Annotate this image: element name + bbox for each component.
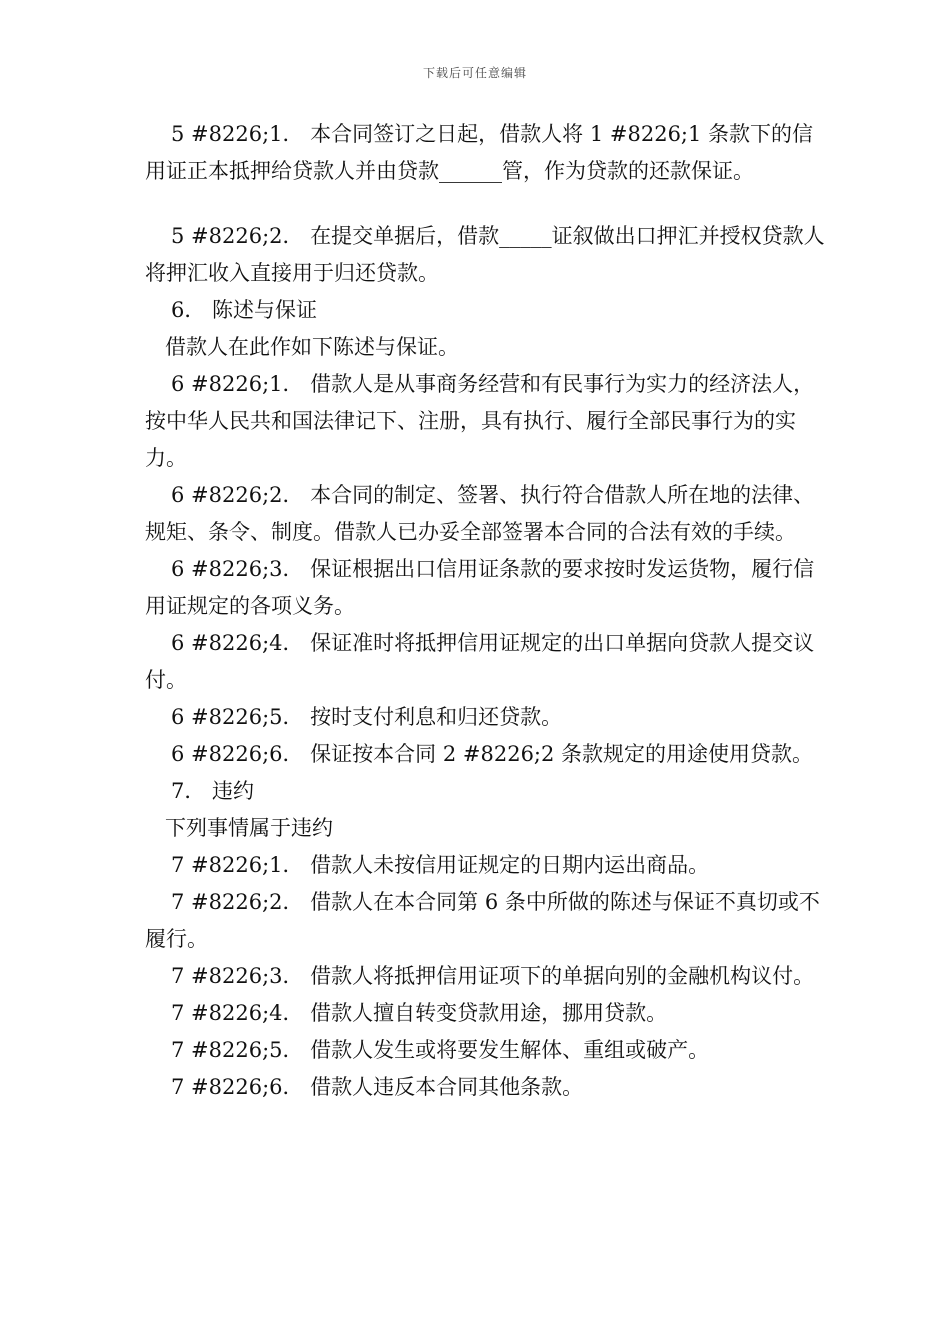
clause-6-5: 6 #8226;5． 按时支付利息和归还贷款。 xyxy=(171,705,563,729)
section-7-intro: 下列事情属于违约 xyxy=(165,816,333,840)
clause-7-3: 7 #8226;3． 借款人将抵押信用证项下的单据向别的金融机构议付。 xyxy=(171,964,815,988)
clause-7-4: 7 #8226;4． 借款人擅自转变贷款用途，挪用贷款。 xyxy=(171,1001,668,1025)
clause-5-2: 5 #8226;2． 在提交单据后，借款_____证叙做出口押汇并授权贷款人将押汇收入直接用于归还贷款。 xyxy=(145,224,825,285)
clause-6-4: 6 #8226;4． 保证准时将抵押信用证规定的出口单据向贷款人提交议付。 xyxy=(145,631,815,692)
clause-6-6: 6 #8226;6． 保证按本合同 2 #8226;2 条款规定的用途使用贷款。 xyxy=(171,742,814,766)
clause-6-3: 6 #8226;3． 保证根据出口信用证条款的要求按时发运货物，履行信用证规定的各项义务。 xyxy=(145,557,815,618)
section-6-heading: 6． 陈述与保证 xyxy=(171,298,318,322)
clause-5-1: 5 #8226;1． 本合同签订之日起，借款人将 1 #8226;1 条款下的信用证正本抵押给贷款人并由贷款______管，作为贷款的还款保证。 xyxy=(145,122,814,183)
section-6-intro: 借款人在此作如下陈述与保证。 xyxy=(165,335,459,359)
clause-7-5: 7 #8226;5． 借款人发生或将要发生解体、重组或破产。 xyxy=(171,1038,710,1062)
page-header: 下载后可任意编辑 xyxy=(422,66,527,80)
clause-7-1: 7 #8226;1． 借款人未按信用证规定的日期内运出商品。 xyxy=(171,853,710,877)
section-7-heading: 7． 违约 xyxy=(171,779,255,803)
clause-6-2: 6 #8226;2． 本合同的制定、签署、执行符合借款人所在地的法律、规矩、条令、制度。借款人已办妥全部签署本合同的合法有效的手续。 xyxy=(145,483,815,544)
clause-7-2: 7 #8226;2． 借款人在本合同第 6 条中所做的陈述与保证不真切或不履行。 xyxy=(145,890,820,951)
clause-7-6: 7 #8226;6． 借款人违反本合同其他条款。 xyxy=(171,1075,584,1099)
clause-6-1: 6 #8226;1． 借款人是从事商务经营和有民事行为实力的经济法人，按中华人民共和国法律记下、注册，具有执行、履行全部民事行为的实力。 xyxy=(145,372,815,470)
document-body xyxy=(145,116,825,1106)
